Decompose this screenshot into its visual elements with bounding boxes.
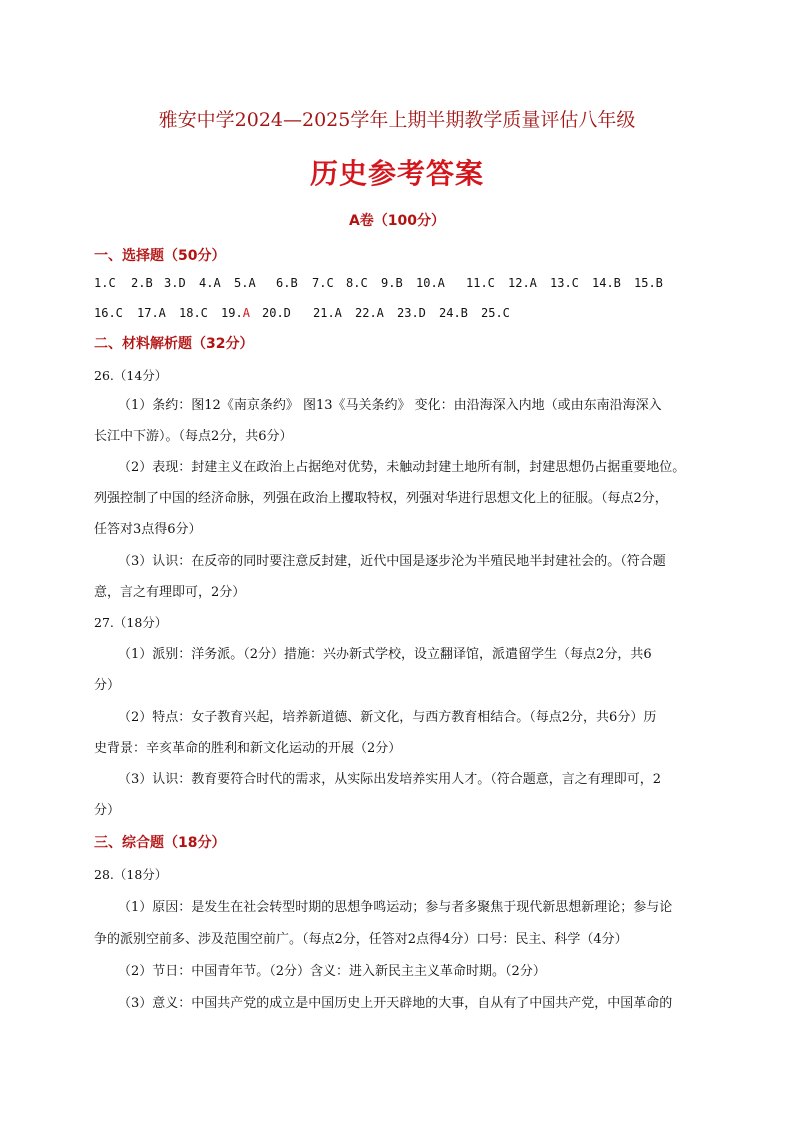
answer-line: （3）认识：教育要符合时代的需求，从实际出发培养实用人才。（符合题意，言之有理即可，2	[118, 772, 662, 787]
paper-label: A卷（100分）	[348, 213, 446, 229]
question-label-26: 26.（14分）	[94, 368, 168, 383]
section-heading-choice: 一、选择题（50分）	[94, 248, 226, 264]
answer-item: 16.C	[94, 306, 123, 320]
question-label-28: 28.（18分）	[94, 867, 168, 882]
answer-item: 6.B	[276, 276, 298, 290]
answer-item: 17.A	[137, 306, 166, 320]
answer-line: 争的派别空前多、涉及范围空前广。（每点2分，任答对2点得4分）口号：民主、科学（4分）	[94, 932, 628, 947]
answer-item: 24.B	[439, 306, 468, 320]
answer-item: 4.A	[199, 276, 221, 290]
answer-item: 15.B	[634, 276, 663, 290]
answer-item: 20.D	[262, 306, 291, 320]
answer-item: 19.A	[221, 306, 250, 320]
answer-item: 13.C	[550, 276, 579, 290]
question-label-27: 27.（18分）	[94, 615, 168, 630]
answer-item: 8.C	[346, 276, 368, 290]
answer-line: 意，言之有理即可，2分）	[94, 585, 246, 600]
answer-item: 2.B	[131, 276, 153, 290]
answer-item: 7.C	[312, 276, 334, 290]
document-title: 历史参考答案	[309, 157, 484, 190]
answer-item: 11.C	[466, 276, 495, 290]
answer-line: （3）认识：在反帝的同时要注意反封建，近代中国是逐步沦为半殖民地半封建社会的。（符合题	[118, 554, 666, 569]
answer-item: 12.A	[508, 276, 537, 290]
answer-item: 14.B	[592, 276, 621, 290]
answer-line: （1）原因：是发生在社会转型时期的思想争鸣运动；参与者多聚焦于现代新思想新理论；参与论	[118, 900, 673, 915]
answer-line: 任答对3点得6分）	[94, 522, 202, 537]
answer-item: 21.A	[313, 306, 342, 320]
answer-line: 分）	[94, 678, 121, 693]
answer-item: 18.C	[179, 306, 208, 320]
answer-line: 长江中下游）。（每点2分，共6分）	[94, 429, 293, 444]
answer-item: 22.A	[355, 306, 384, 320]
exam-title: 雅安中学2024—2025学年上期半期教学质量评估八年级	[158, 109, 636, 131]
answer-line: （2）特点：女子教育兴起，培养新道德、新文化，与西方教育相结合。（每点2分，共6分）历	[118, 710, 657, 725]
answer-line: （2）表现：封建主义在政治上占据绝对优势，未触动封建土地所有制，封建思想仍占据重要地位。	[118, 460, 686, 475]
answer-item: 1.C	[94, 276, 116, 290]
answer-item: 5.A	[234, 276, 256, 290]
answer-item: 9.B	[381, 276, 403, 290]
answer-line: 分）	[94, 803, 121, 818]
answer-line: （1）派别：洋务派。（2分）措施：兴办新式学校，设立翻译馆，派遣留学生（每点2分，共6	[118, 647, 652, 662]
answer-item: 10.A	[416, 276, 445, 290]
answer-item: 25.C	[481, 306, 510, 320]
answer-line: 列强控制了中国的经济命脉，列强在政治上攫取特权，列强对华进行思想文化上的征服。（每点2分，	[94, 491, 668, 506]
answer-line: （3）意义：中国共产党的成立是中国历史上开天辟地的大事，自从有了中国共产党，中国革命的	[118, 996, 673, 1011]
answer-item: 3.D	[164, 276, 186, 290]
answer-line: （2）节日：中国青年节。（2分）含义：进入新民主主义革命时期。（2分）	[118, 964, 546, 979]
section-heading-analysis: 二、材料解析题（32分）	[94, 336, 254, 352]
answer-item: 23.D	[397, 306, 426, 320]
answer-line: 史背景：辛亥革命的胜利和新文化运动的开展（2分）	[94, 741, 402, 756]
section-heading-comprehensive: 三、综合题（18分）	[94, 835, 226, 851]
answer-line: （1）条约：图12《南京条约》 图13《马关条约》 变化：由沿海深入内地（或由东南沿海深入	[118, 398, 662, 413]
